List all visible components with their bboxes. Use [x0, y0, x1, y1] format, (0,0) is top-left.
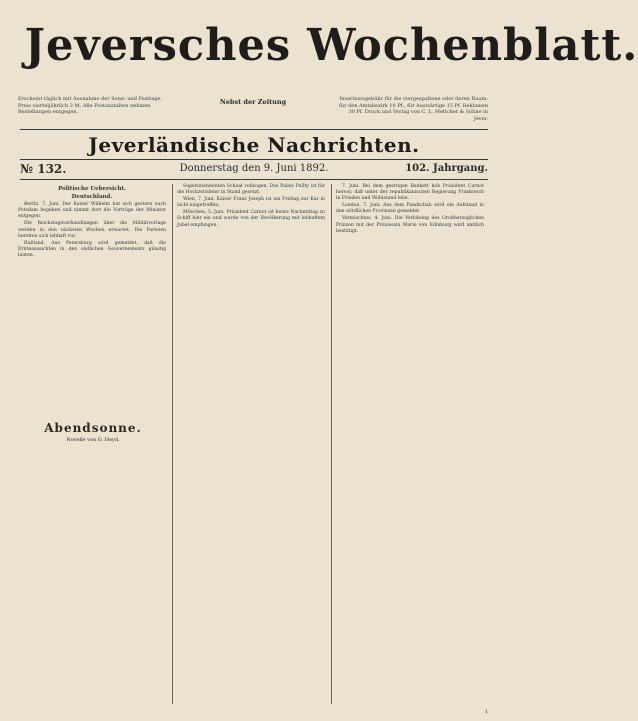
article-paragraph: Die Reichstagsverhandlungen über die Militärvorlage werden in den nächsten Wochen erwartet. Die Parteien bereiten sich lebhaft vor.: [18, 221, 166, 239]
volume: 102. Jahrgang.: [405, 163, 488, 174]
column-2: [177, 184, 325, 704]
article-paragraph: London, 7. Juni. Aus dem Pandschab wird ein Aufstand in den nördlichen Provinzen gemeldet.: [336, 203, 484, 215]
issue-date: Donnerstag den 9. Juni 1892.: [179, 163, 329, 174]
column-subheading: Deutschland.: [71, 194, 113, 201]
article-paragraph: München, 5. Juni. Präsident Carnot ist heute Nachmittag zu Schiff hier ein und wurde von der Bevölkerung mit lebhaftem Jubel empfangen.: [177, 210, 325, 228]
column-1: [18, 184, 166, 704]
issue-info: [20, 162, 488, 178]
article-paragraph: 7. Juni. Bei dem gestrigen Bankett hob Präsident Carnot hervor, daß unter der republikanischen Regierung Frankreich in Frieden und Wohlstand lebe.: [336, 184, 484, 202]
rule-top: [20, 129, 488, 130]
masthead: Jeversches Wochenblatt.: [24, 20, 638, 71]
article-paragraph: Wien, 7. Juni. Kaiser Franz Joseph ist am Freitag zur Kur in Ischl eingetroffen.: [177, 197, 325, 209]
rule-mid: [20, 159, 488, 160]
article-paragraph: Vermischtes. 4. Juni. Die Verlobung des Großherzoglichen Prinzen mit der Prinzessin Marie von Edinburg wird amtlich bestätigt.: [336, 216, 484, 234]
subtitle: Jeverländische Nachrichten.: [88, 133, 420, 157]
advertising-info: Insertionsgebühr für die viergespaltene oder deren Raum: für den Amtsbezirk 10 Pf., für Auswärtige 15 Pf. Reklamen 30 Pf. Druck und Verlag von C. L. Mettcker & Söhne in Jever.: [339, 96, 488, 122]
rule-bottom: [20, 179, 488, 180]
column-divider: [172, 184, 173, 704]
supplement-note: Nebst der Zeitung: [219, 98, 287, 106]
feuilleton-author: Novelle von G. Heyd.: [66, 437, 120, 443]
article-paragraph: Superintendenten Schaaf vollzogen. Das Palais Pullty ist für die Hochzeitsfeier in Stand gesetzt.: [177, 184, 325, 196]
page-number: 1: [484, 709, 488, 715]
column-heading: Politische Uebersicht.: [58, 186, 126, 192]
column-3: [336, 184, 484, 704]
column-divider: [331, 184, 332, 704]
issue-number: № 132.: [20, 162, 67, 176]
feuilleton-title: Abendsonne.: [44, 421, 142, 435]
article-paragraph: Berlin, 7. Juni. Der Kaiser Wilhelm hat sich gestern nach Potsdam begeben und nimmt dort die Vorträge der Minister entgegen.: [18, 202, 166, 220]
subscription-info: Erscheint täglich mit Ausnahme der Sonn- und Festtage. Preis vierteljährlich 2 M. Alle Postanstalten nehmen Bestellungen entgegen.: [18, 96, 163, 115]
masthead-subrow: [18, 96, 488, 124]
article-paragraph: Rußland. Aus Petersburg wird gemeldet, daß die Ernteaussichten in den südlichen Gouvernements günstig lauten.: [18, 240, 166, 258]
